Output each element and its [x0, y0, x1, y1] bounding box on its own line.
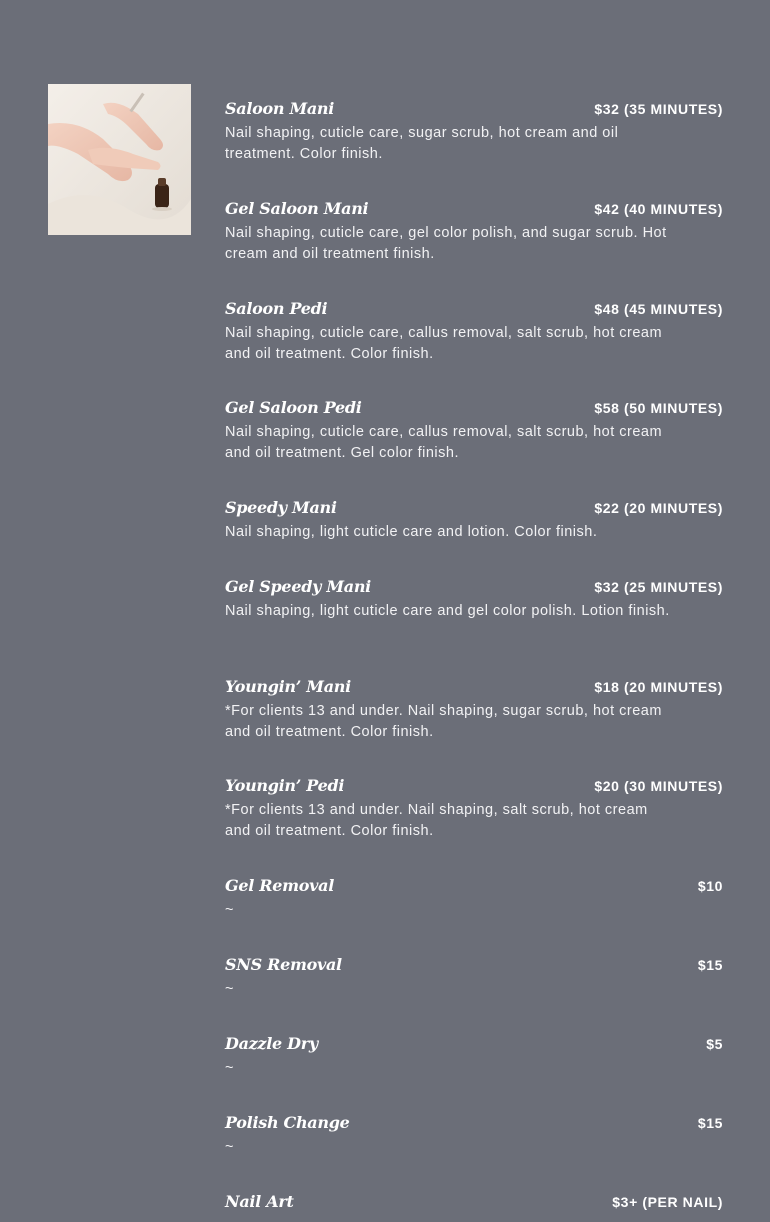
service-item-nail-art	[225, 1189, 723, 1219]
service-price: $32 (25 MINUTES)	[594, 579, 723, 595]
service-name: Gel Saloon Pedi	[225, 398, 362, 417]
service-description: Nail shaping, light cuticle care and lotion. Color finish.	[225, 524, 598, 540]
service-price: $42 (40 MINUTES)	[594, 201, 723, 217]
service-name: Dazzle Dry	[225, 1034, 318, 1053]
service-price: $5	[706, 1036, 723, 1052]
service-name: Nail Art	[225, 1192, 294, 1211]
service-description: Nail shaping, cuticle care, callus removal, salt scrub, hot cream and oil treatment. Color finish.	[225, 325, 663, 362]
hands-nail-oil-photo	[48, 84, 191, 235]
hands-image-icon	[48, 84, 191, 235]
service-name: Youngin’ Mani	[225, 677, 351, 696]
service-name: Saloon Mani	[225, 99, 335, 118]
service-description: ~	[225, 902, 234, 918]
service-item-saloon-pedi	[225, 296, 723, 395]
service-price: $22 (20 MINUTES)	[594, 500, 723, 516]
service-item-gel-removal	[225, 873, 723, 952]
service-description: ~	[225, 1139, 234, 1155]
service-description: Nail shaping, light cuticle care and gel color polish. Lotion finish.	[225, 603, 670, 619]
service-price: $15	[697, 1115, 723, 1131]
service-item-sns-removal	[225, 952, 723, 1031]
service-price: $20 (30 MINUTES)	[594, 778, 723, 794]
service-description: Nail shaping, cuticle care, sugar scrub, hot cream and oil treatment. Color finish.	[225, 125, 619, 162]
service-item-dazzle-dry	[225, 1031, 723, 1110]
service-description: *For clients 13 and under. Nail shaping, sugar scrub, hot cream and oil treatment. Color finish.	[225, 703, 662, 740]
service-item-youngin-mani	[225, 674, 723, 773]
service-item-saloon-mani	[225, 96, 723, 196]
service-item-speedy-mani	[225, 495, 723, 574]
services-list	[225, 96, 723, 1219]
service-item-youngin-pedi	[225, 773, 723, 873]
service-name: Saloon Pedi	[225, 299, 328, 318]
service-description: Nail shaping, cuticle care, callus removal, salt scrub, hot cream and oil treatment. Gel color finish.	[225, 424, 663, 461]
service-name: Gel Speedy Mani	[225, 577, 371, 596]
service-name: Gel Removal	[225, 876, 335, 895]
service-name: Polish Change	[225, 1113, 350, 1132]
service-item-polish-change	[225, 1110, 723, 1189]
service-price: $32 (35 MINUTES)	[594, 101, 723, 117]
service-item-gel-saloon-pedi	[225, 395, 723, 495]
service-price: $3+ (PER NAIL)	[612, 1194, 723, 1210]
service-name: Youngin’ Pedi	[225, 776, 345, 795]
service-price: $15	[697, 957, 723, 973]
service-name: SNS Removal	[225, 955, 342, 974]
service-item-gel-saloon-mani	[225, 196, 723, 296]
service-name: Gel Saloon Mani	[225, 199, 369, 218]
service-price: $18 (20 MINUTES)	[594, 679, 723, 695]
service-price: $58 (50 MINUTES)	[594, 400, 723, 416]
service-item-gel-speedy-mani	[225, 574, 723, 674]
service-price: $10	[697, 878, 723, 894]
service-description: ~	[225, 981, 234, 997]
service-description: *For clients 13 and under. Nail shaping, salt scrub, hot cream and oil treatment. Color finish.	[225, 802, 648, 839]
service-price: $48 (45 MINUTES)	[594, 301, 723, 317]
service-name: Speedy Mani	[225, 498, 337, 517]
service-description: Nail shaping, cuticle care, gel color polish, and sugar scrub. Hot cream and oil treatment finish.	[225, 225, 667, 262]
service-description: ~	[225, 1060, 234, 1076]
